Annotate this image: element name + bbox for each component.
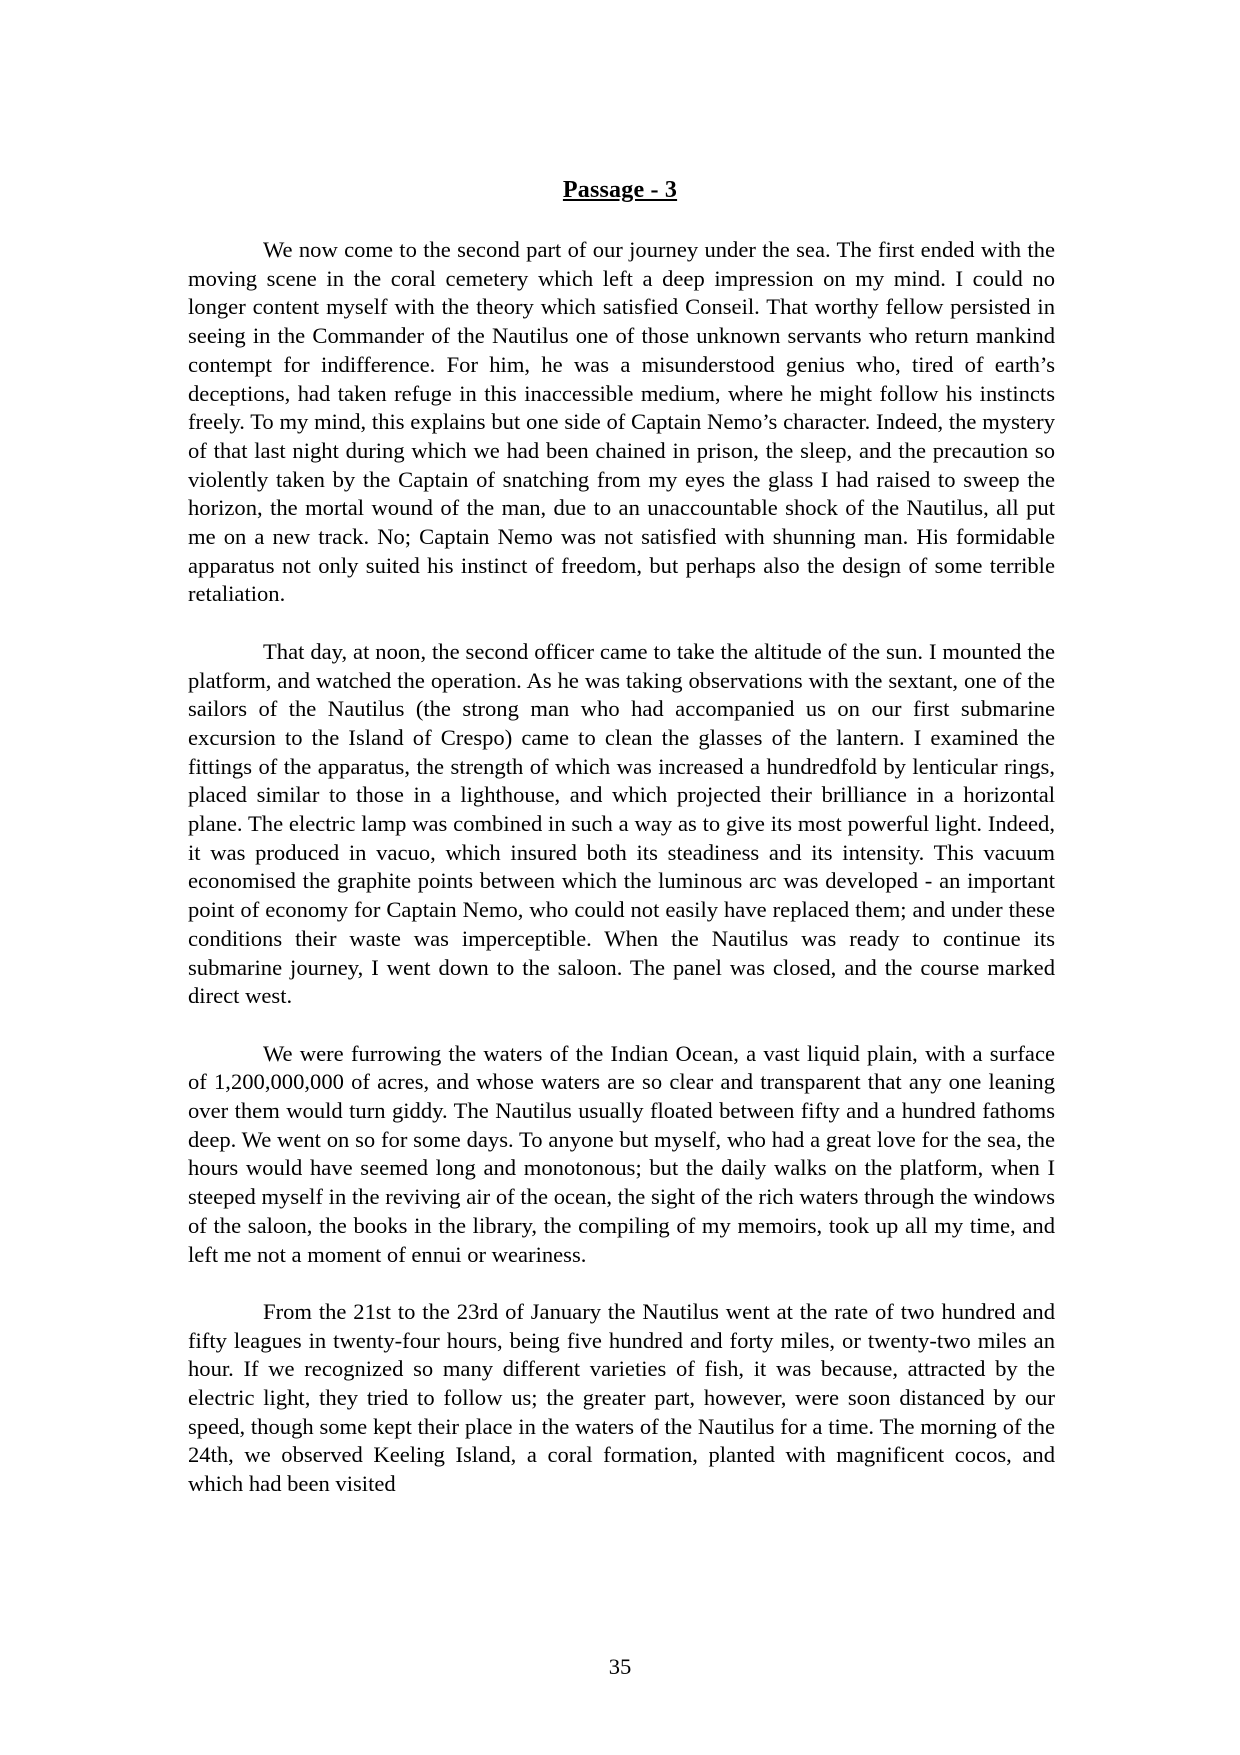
paragraph-3: We were furrowing the waters of the Indian Ocean, a vast liquid plain, with a surface of 1,200,000,000 of acres, and whose waters are so clear and transparent that any one leaning over them would turn giddy. The Nautilus usually floated between fifty and a hundred fathoms deep. We went on so for some days. To anyone but myself, who had a great love for the sea, the hours would have seemed long and monotonous; but the daily walks on the platform, when I steeped myself in the reviving air of the ocean, the sight of the rich waters through the windows of the saloon, the books in the library, the compiling of my memoirs, took up all my time, and left me not a moment of ennui or weariness. bbox=[188, 1040, 1055, 1267]
passage-body bbox=[188, 236, 1055, 1499]
paragraph-1: We now come to the second part of our journey under the sea. The first ended with the moving scene in the coral cemetery which left a deep impression on my mind. I could no longer content myself with the theory which satisfied Conseil. That worthy fellow persisted in seeing in the Commander of the Nautilus one of those unknown servants who return mankind contempt for indifference. For him, he was a misunderstood genius who, tired of earth’s deceptions, had taken refuge in this inaccessible medium, where he might follow his instincts freely. To my mind, this explains but one side of Captain Nemo’s character. Indeed, the mystery of that last night during which we had been chained in prison, the sleep, and the precaution so violently taken by the Captain of snatching from my eyes the glass I had raised to sweep the horizon, the mortal wound of the man, due to an unaccountable shock of the Nautilus, all put me on a new track. No; Captain Nemo was not satisfied with shunning man. His formidable apparatus not only suited his instinct of freedom, but perhaps also the design of some terrible retaliation. bbox=[188, 237, 1055, 607]
page-number: 35 bbox=[608, 1654, 632, 1679]
paragraph-2: That day, at noon, the second officer came to take the altitude of the sun. I mounted the platform, and watched the operation. As he was taking observations with the sextant, one of the sailors of the Nautilus (the strong man who had accompanied us on our first submarine excursion to the Island of Crespo) came to clean the glasses of the lantern. I examined the fittings of the apparatus, the strength of which was increased a hundredfold by lenticular rings, placed similar to those in a lighthouse, and which projected their brilliance in a horizontal plane. The electric lamp was combined in such a way as to give its most powerful light. Indeed, it was produced in vacuo, which insured both its steadiness and its intensity. This vacuum economised the graphite points between which the luminous arc was developed - an important point of economy for Captain Nemo, who could not easily have replaced them; and under these conditions their waste was imperceptible. When the Nautilus was ready to continue its submarine journey, I went down to the saloon. The panel was closed, and the course marked direct west. bbox=[188, 638, 1055, 1009]
passage-title: Passage - 3 bbox=[562, 177, 678, 203]
paragraph-4: From the 21st to the 23rd of January the Nautilus went at the rate of two hundred and fifty leagues in twenty-four hours, being five hundred and forty miles, or twenty-two miles an hour. If we recognized so many different varieties of fish, it was because, attracted by the electric light, they tried to follow us; the greater part, however, were soon distanced by our speed, though some kept their place in the waters of the Nautilus for a time. The morning of the 24th, we observed Keeling Island, a coral formation, planted with magnificent cocos, and which had been visited bbox=[188, 1298, 1055, 1497]
